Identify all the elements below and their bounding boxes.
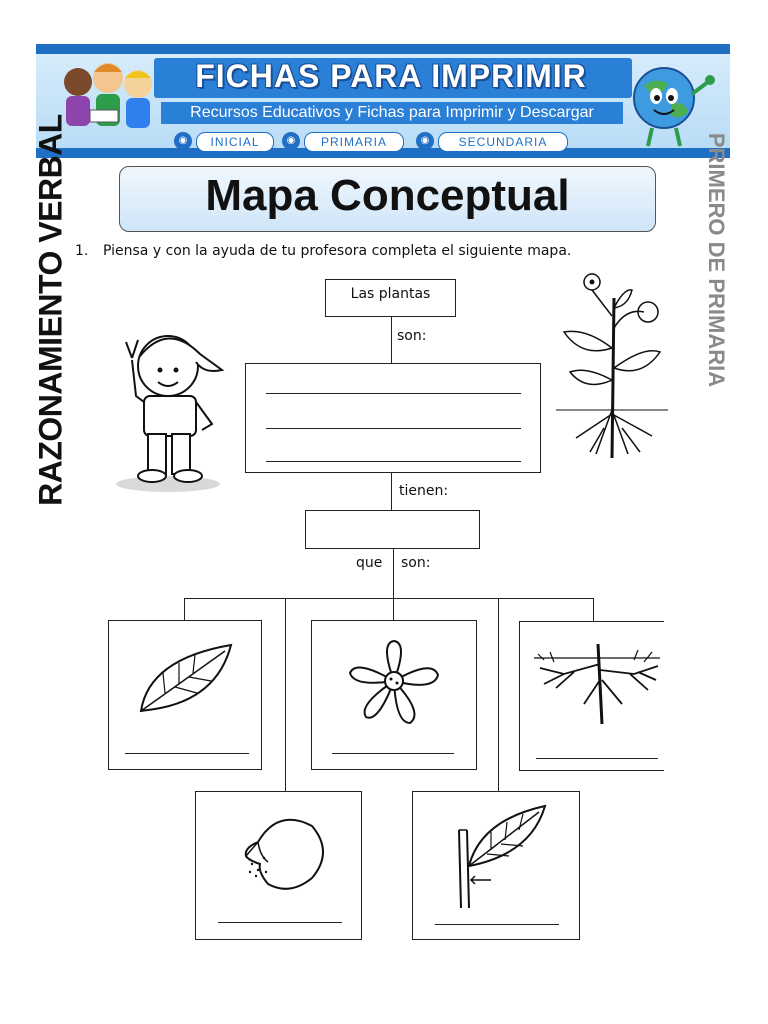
branch-to-fruit <box>285 598 286 791</box>
flower-answer-line <box>332 753 454 754</box>
nav-icon-secundaria: ◉ <box>416 132 434 150</box>
side-label-left-text: RAZONAMIENTO VERBAL <box>32 114 69 506</box>
kid-pointing-icon <box>108 318 234 492</box>
roots-icon <box>534 644 660 728</box>
link-label-que: que <box>356 555 383 571</box>
answer-box-son <box>245 363 541 473</box>
picture-box-fruit <box>195 791 362 940</box>
link-label-son-2: son: <box>401 555 431 571</box>
instruction-text: Piensa y con la ayuda de tu profesora completa el siguiente mapa. <box>103 243 572 259</box>
root-concept-label: Las plantas <box>350 286 431 302</box>
nav-icon-inicial: ◉ <box>174 132 192 150</box>
picture-box-stem <box>412 791 580 940</box>
answer-line-2 <box>266 428 521 429</box>
connector-que-son <box>393 548 394 598</box>
title-box <box>119 166 656 232</box>
picture-box-leaf <box>108 620 262 770</box>
root-concept-box <box>325 279 456 317</box>
roots-answer-line <box>536 758 658 759</box>
site-subtitle: Recursos Educativos y Fichas para Imprimir y Descargar <box>161 102 623 124</box>
flower-icon <box>344 637 444 727</box>
site-title: FICHAS PARA IMPRIMIR <box>195 58 587 94</box>
branch-to-roots <box>593 598 594 621</box>
nav-icon-primaria: ◉ <box>282 132 300 150</box>
nav-secundaria[interactable]: SECUNDARIA <box>438 132 568 152</box>
page-title: Mapa Conceptual <box>205 171 570 220</box>
picture-box-roots <box>519 621 664 771</box>
link-label-son: son: <box>397 328 427 344</box>
answer-line-3 <box>266 461 521 462</box>
instruction <box>75 243 571 259</box>
instruction-number: 1. <box>75 243 89 259</box>
connector-tienen <box>391 472 392 510</box>
side-label-right <box>698 132 734 388</box>
leaf-icon <box>135 639 235 719</box>
side-label-right-text: PRIMERO DE PRIMARIA <box>704 132 729 388</box>
nav-primaria[interactable]: PRIMARIA <box>304 132 404 152</box>
stem-icon <box>451 800 551 908</box>
header-banner <box>36 44 730 158</box>
picture-box-flower <box>311 620 477 770</box>
branch-to-leaf <box>184 598 185 620</box>
stem-answer-line <box>435 924 559 925</box>
branch-to-stem <box>498 598 499 791</box>
branch-to-flower <box>393 598 394 620</box>
side-label-left <box>28 114 74 506</box>
branch-horizontal <box>184 598 593 599</box>
connector-root <box>391 316 392 363</box>
fruit-icon <box>238 812 334 898</box>
link-label-tienen: tienen: <box>399 483 449 499</box>
leaf-answer-line <box>125 753 249 754</box>
plant-icon <box>556 268 668 458</box>
banner-top-stripe <box>36 44 730 54</box>
answer-line-1 <box>266 393 521 394</box>
fruit-answer-line <box>218 922 342 923</box>
nav-inicial[interactable]: INICIAL <box>196 132 274 152</box>
answer-box-tienen <box>305 510 480 549</box>
